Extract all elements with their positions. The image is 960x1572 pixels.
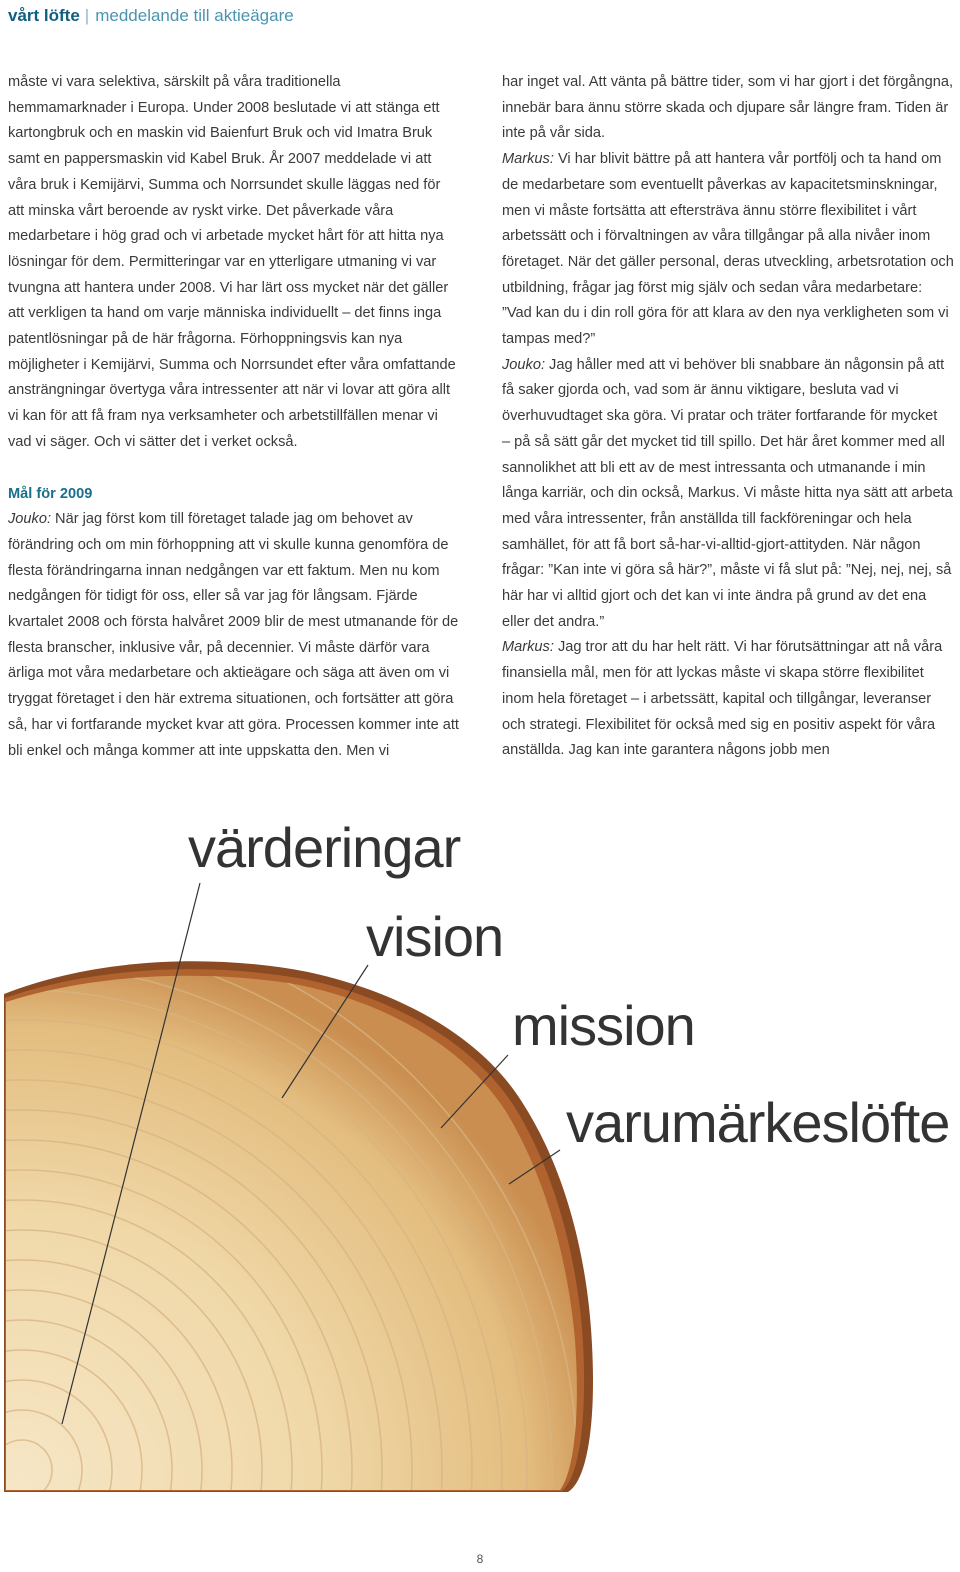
paragraph-text: Jag tror att du har helt rätt. Vi har förutsättningar att nå våra finansiella mål, men för att lyckas måste vi skapa större flexibilitet inom hela företaget – i arbetssätt, kapital och tillgångar, leveranser och strategi. Flexibilitet för också med sig en positiv aspekt för våra anställda. Jag kan inte garantera någons jobb men [502,639,943,759]
right-paragraph-intro: har inget val. Att vänta på bättre tider, som vi har gjort i det förgångna, innebär bara ännu större skada och djupare sår längre fram. Tiden är inte på vår sida. [502,74,954,142]
label-mission: mission [512,994,695,1057]
page-number: 8 [476,1552,484,1566]
left-paragraph-intro: måste vi vara selektiva, särskilt på våra traditionella hemmamarknader i Europa. Under 2008 beslutade vi att stänga ett kartongbruk och en maskin vid Baienfurt Bruk och vid Imatra Bruk samt en pappersmaskin vid Kabel Bruk. År 2007 meddelade vi att våra bruk i Kemijärvi, Summa och Norrsundet skulle läggas ned för att minska vårt beroende av ryskt virke. Det påverkade våra medarbetare i hög grad och vi arbetade mycket hårt för att hitta nya lösningar för dem. Permitteringar var en ytterligare utmaning vi var tvungna att hantera under 2008. Vi har lärt oss mycket när det gäller att verkligen ta hand om varje människa individuellt – det finns inga patentlösningar på de här frågorna. Förhoppningsvis kan nya möjligheter i Kemijärvi, Summa och Norrsundet efter våra omfattande ansträngningar övertyga våra intressenter att när vi lovar att göra allt vi kan för att få fram nya verksamheter och arbetstillfällen menar vi vad vi säger. Och vi sätter det i verket också. [8,74,456,450]
right-paragraph-markus [502,147,954,353]
paragraph-text: När jag först kom till företaget talade jag om behovet av förändring och om min förhoppning att vi skulle kunna genomföra de flesta förändringarna innan nedgången var ett faktum. Men nu kom nedgången för tidigt för oss, eller så var jag för långsam. Fjärde kvartalet 2008 och första halvåret 2009 blir de mest utmanande för de flesta branscher, inklusive vår, på decennier. Vi måste därför vara ärliga mot våra medarbetare och aktieägare och säga att även om vi tryggat företaget i den här extrema situationen, och fortsätter att göra så, har vi fortfarande mycket kvar att göra. Processen kommer inte att bli enkel och många kommer att inte uppskatta den. Men vi [8,511,459,759]
section-heading: Mål för 2009 [8,485,93,502]
right-paragraph-jouko [502,353,954,430]
left-column [8,70,460,764]
speaker-label: Jouko: [8,511,51,528]
label-vision: vision [366,905,504,968]
paragraph-text: Vi har blivit bättre på att hantera vår portfölj och ta hand om de medarbetare som eventuellt påverkas av kapacitetsminskningar, men vi måste fortsätta att eftersträva ännu större flexibilitet i vårt arbetssätt och i förvaltningen av våra tillgångar på alla nivåer inom företaget. När det gäller personal, deras utveckling, arbetsrotation och utbildning, frågar jag först mig själv och sedan våra medarbetare: ”Vad kan du i din roll göra för att klara av den nya verkligheten som vi tampas med?” [502,151,954,348]
page-header [8,6,294,26]
right-paragraph-markus-2 [502,635,954,764]
header-brand: vårt löfte [8,6,80,25]
speaker-label: Jouko: [502,356,545,373]
speaker-label: Markus: [502,151,554,168]
header-subtitle: meddelande till aktieägare [95,6,294,25]
right-paragraph-continuation: – på så sätt går det mycket tid till spillo. Det här året kommer med all sannolikhet att bli ett av de mest intressanta och utmanande i min långa karriär, och din också, Markus. Vi måste hitta nya sätt att arbeta med våra intressenter, från anställda till fackföreningar och hela samhället, för att få bort så-har-vi-alltid-gjort-attityden. När någon frågar: ”Kan inte vi göra så här?”, måste vi få slut på: ”Nej, nej, nej, så här har vi alltid gjort och det kan vi inte ändra på grund av det ena eller det andra.” [502,433,953,630]
paragraph-text: Jag håller med att vi behöver bli snabbare än någonsin på att få saker gjorda och, vad som är ännu viktigare, besluta vad vi överhuvudtaget ska göra. Vi pratar och träter fortfarande för mycket [502,356,945,425]
label-brand-promise: varumärkeslöfte [566,1091,950,1154]
speaker-label: Markus: [502,639,554,656]
right-column [502,70,954,764]
label-values: värderingar [188,816,461,879]
header-separator: | [84,6,90,25]
tree-ring-graphic [0,780,960,1510]
left-paragraph-jouko [8,507,460,764]
